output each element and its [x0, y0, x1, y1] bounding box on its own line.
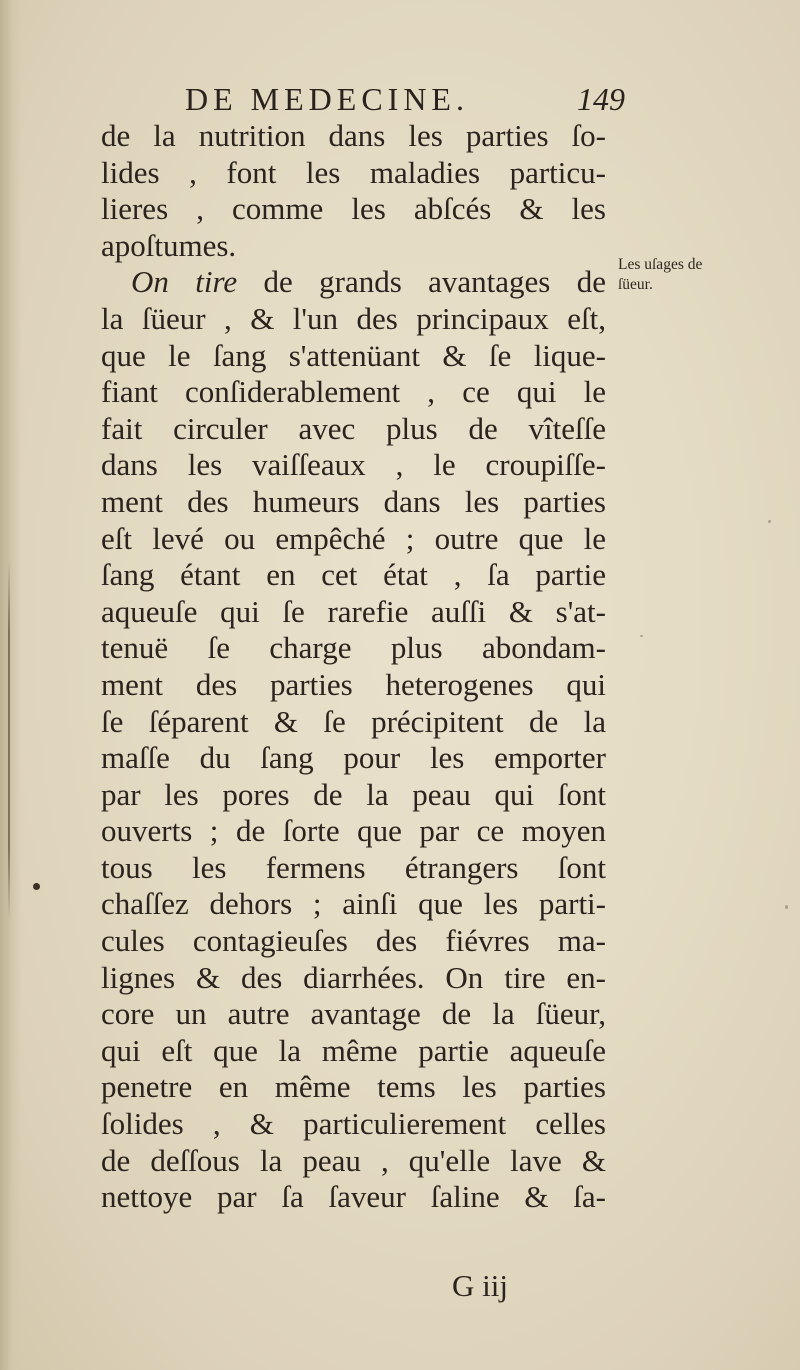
body-text [101, 118, 606, 1216]
ink-spot [33, 883, 40, 890]
text-line: lignes & des diarrhées. On tire en- [101, 959, 606, 995]
text-line-paragraph-start [101, 264, 606, 301]
text-line: ouverts ; de ſorte que par ce moyen [101, 813, 606, 849]
text-line: apoſtumes. [101, 227, 237, 263]
text-line: ſe ſéparent & ſe précipitent de la [101, 703, 606, 739]
italic-lead: On tire [131, 264, 238, 300]
text-line: tous les fermens étrangers ſont [101, 849, 606, 885]
text-line: ment des parties heterogenes qui [101, 666, 606, 702]
text-line: de deſſous la peau , qu'elle lave & [101, 1142, 606, 1178]
text-line: eſt levé ou empêché ; outre que le [101, 520, 606, 556]
text-line: chaſſez dehors ; ainſi que les parti- [101, 886, 606, 922]
text-line: fiant conſiderablement , ce qui le [101, 374, 606, 410]
running-title: DE MEDECINE. [185, 81, 469, 117]
text-line: par les pores de la peau qui ſont [101, 776, 606, 812]
paper-speck [768, 520, 771, 523]
text-line: nettoye par ſa ſaveur ſaline & ſa- [101, 1179, 606, 1215]
margin-note [618, 255, 768, 295]
binding-shadow [0, 0, 22, 1370]
text-line: fait circuler avec plus de vîteſſe [101, 410, 606, 446]
text-line: maſſe du ſang pour les emporter [101, 740, 606, 776]
text-line: lides , font les maladies particu- [101, 154, 606, 190]
text-line: ſolides , & particulierement celles [101, 1106, 606, 1142]
text-line: ſang étant en cet état , ſa partie [101, 557, 606, 593]
text-line: aqueuſe qui ſe rarefie auſſi & s'at- [101, 593, 606, 629]
text-line: penetre en même tems les parties [101, 1069, 606, 1105]
text-line: la ſüeur , & l'un des principaux eſt, [101, 300, 606, 336]
text-line: ment des humeurs dans les parties [101, 483, 606, 519]
text-line-rest: de grands avantages de [263, 264, 606, 300]
running-header [185, 78, 625, 120]
text-line: dans les vaiſſeaux , le croupiſſe- [101, 447, 606, 483]
paper-speck [785, 905, 788, 909]
binding-crease [8, 560, 10, 920]
text-line: qui eſt que la même partie aqueuſe [101, 1032, 606, 1068]
page-number: 149 [577, 81, 625, 117]
signature-catchword: G iij [452, 1268, 508, 1303]
text-line: core un autre avantage de la ſüeur, [101, 996, 606, 1032]
paper-speck [640, 635, 643, 637]
text-line: tenuë ſe charge plus abondam- [101, 630, 606, 666]
text-line: de la nutrition dans les parties ſo- [101, 118, 606, 153]
text-line: cules contagieuſes des fiévres ma- [101, 923, 606, 959]
text-line: lieres , comme les abſcés & les [101, 191, 606, 227]
text-line: que le ſang s'attenüant & ſe lique- [101, 337, 606, 373]
margin-note-line: Les uſages de [618, 256, 703, 273]
margin-note-line: ſüeur. [618, 276, 653, 293]
